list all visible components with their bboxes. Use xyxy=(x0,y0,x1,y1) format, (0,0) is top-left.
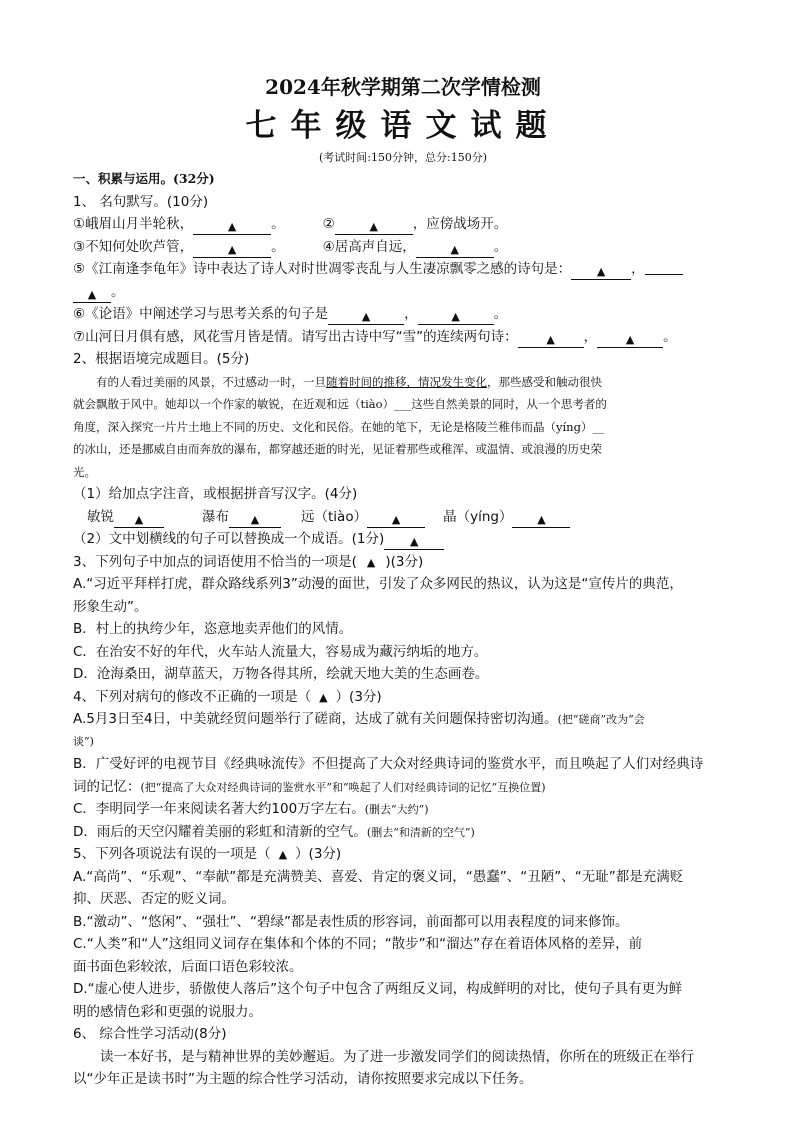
q4-option-b: B．广受好评的电视节目《经典咏流传》不但提高了大众对经典诗词的鉴赏水平，而且唤起了人们对经典诗 xyxy=(73,756,704,772)
word-tiao: 远（tiào） xyxy=(301,508,368,525)
answer-marker: ▲ xyxy=(366,555,376,569)
answer-blank[interactable]: ▲ xyxy=(367,512,425,528)
q2-passage-line-2: 就会飘散于风中。她却以一个作家的敏锐，在近观和远（tiào）___这些自然美景的同时，从一个思考者的 xyxy=(73,397,607,411)
q5-option-d: D.“虚心使人进步，骄傲使人落后”这个句子中包含了两组反义词，构成鲜明的对比，使句子具有更为鲜 xyxy=(73,981,683,997)
answer-blank[interactable]: ▲ xyxy=(328,309,404,325)
q1-item-2: ② xyxy=(322,216,335,232)
q2-passage-line-3: 角度，深入探究一片片土地上不同的历史、文化和民俗。在她的笔下，无论是格陵兰稚伟而晶（yíng）__ xyxy=(73,419,604,434)
answer-blank[interactable]: ▲ xyxy=(73,287,111,303)
q1-item-3-end: 。 xyxy=(271,238,285,255)
q5-option-c: C.“人类”和“人”这组同义词存在集体和个体的不同；“散步”和“溜达”存在着语体风格的差异，前 xyxy=(73,936,643,952)
word-pubu: 瀑布 xyxy=(202,508,229,525)
q1-item-3: ③不知何处吹芦管， xyxy=(73,238,194,255)
question-3-score: )(3分) xyxy=(385,553,424,570)
q4-option-c xyxy=(73,798,733,821)
q3-option-c: C．在治安不好的年代，火车站人流量大，容易成为藏污纳垢的地方。 xyxy=(73,643,488,660)
answer-blank[interactable]: ▲ xyxy=(597,332,663,348)
q5-option-b: B.“激动”、“悠闲”、“强壮”、“碧绿”都是表性质的形容词，前面都可以用表程度的词来修饰。 xyxy=(73,913,629,930)
q1-item-1-end: 。 xyxy=(271,216,285,232)
q2-passage-line-5: 光。 xyxy=(73,464,96,479)
q5-option-a: A.“高尚”、“乐观”、“奉献”都是充满赞美、喜爱、肯定的褒义词，“愚蠢”、“丑陋”、“无耻”都是充满贬 xyxy=(73,868,684,885)
q4-option-a xyxy=(73,708,733,731)
q3-option-a: A.“习近平拜样打虎，群众路线系列3”动漫的面世，引发了众多网民的热议，认为这是“宣传片的典范， xyxy=(73,576,683,592)
passage-text: ，那些感受和触动很快 xyxy=(487,374,602,389)
q1-item-7: ⑦山河日月俱有感，风花雪月皆是情。请写出古诗中写“雪”的连续两句诗： xyxy=(73,328,518,345)
q1-item-6-sep: ， xyxy=(404,306,418,322)
q1-item-7-sep: ， xyxy=(583,328,598,345)
q6-intro-line-2: 以“少年正是读书时”为主题的综合性学习活动，请你按照要求完成以下任务。 xyxy=(73,1071,533,1087)
exam-subject-title: 七年级语文试题 xyxy=(245,108,561,144)
q1-line-3 xyxy=(73,258,733,281)
q6-intro-line-1: 读一本好书，是与精神世界的美妙邂逅。为了进一步激发同学们的阅读热情，你所在的班级正在举行 xyxy=(100,1048,694,1065)
question-4-score: ）(3分) xyxy=(335,688,382,705)
question-2-title: 2、根据语境完成题目。(5分) xyxy=(73,351,250,367)
exam-title: 2024年秋学期第二次学情检测 xyxy=(265,75,541,99)
q4-option-b-note: (把“提高了大众对经典诗词的鉴赏水平”和“唤起了人们对经典诗词的记忆”互换位置) xyxy=(140,780,546,794)
answer-blank[interactable]: ▲ xyxy=(512,512,570,528)
answer-blank[interactable]: ▲ xyxy=(229,512,281,528)
q4-option-c-text: C．李明同学一年来阅读名著大约100万字左右。 xyxy=(73,801,365,817)
answer-marker: ▲ xyxy=(319,690,328,704)
question-1-title: 1、 名句默写。(10分) xyxy=(73,193,209,210)
q5-option-c-cont: 面书面色彩较浓，后面口语色彩较浓。 xyxy=(73,958,303,975)
q4-option-a-cont: 谈”) xyxy=(73,734,94,748)
q5-option-d-cont: 明的感情色彩和更强的说服力。 xyxy=(73,1003,262,1020)
answer-blank[interactable]: ▲ xyxy=(384,534,444,550)
passage-text: 有的人看过美丽的风景，不过感动一时，一旦 xyxy=(96,374,326,389)
answer-blank[interactable]: ▲ xyxy=(571,264,631,280)
underlined-sentence: 随着时间的推移，情况发生变化 xyxy=(326,374,487,389)
q1-item-6: ⑥《论语》中阐述学习与思考关系的句子是 xyxy=(73,306,329,322)
q1-line-5 xyxy=(73,303,733,326)
q2-subquestion-1: （1）给加点字注音，或根据拼音写汉字。(4分) xyxy=(73,486,358,502)
q1-item-6-end: 。 xyxy=(493,306,508,322)
q5-option-a-cont: 抑、厌恶、否定的贬义词。 xyxy=(73,891,235,907)
q1-item-1: ①峨眉山月半轮秋， xyxy=(73,216,194,232)
answer-blank[interactable]: ▲ xyxy=(416,242,494,258)
q1-item-7-end: 。 xyxy=(663,328,677,345)
q4-option-d-note: (删去“和清新的空气”) xyxy=(366,825,475,839)
q3-option-a-cont: 形象生动”。 xyxy=(73,598,148,615)
q1-line-6 xyxy=(73,326,733,349)
answer-blank[interactable]: ▲ xyxy=(114,512,164,528)
q4-option-a-note: (把“磋商”改为“会 xyxy=(557,713,645,726)
word-minrui: 敏锐 xyxy=(87,508,114,525)
answer-blank[interactable] xyxy=(645,259,683,275)
answer-blank[interactable]: ▲ xyxy=(518,332,584,348)
q4-option-b-text: 词的记忆： xyxy=(73,778,141,795)
q1-line-1 xyxy=(73,213,733,236)
question-5-title xyxy=(73,843,733,866)
q2-passage-line-4: 的冰山，还是挪威自由而奔放的瀑布，都穿越还逝的时光，见证着那些或稚浑、或温情、或浪漫的历史荣 xyxy=(73,442,602,456)
question-4-title xyxy=(73,686,733,709)
q1-item-5-sep: ， xyxy=(631,261,645,277)
q2-word-list xyxy=(73,506,733,529)
answer-blank[interactable]: ▲ xyxy=(193,242,271,258)
exam-info: (考试时间:150分钟，总分:150分) xyxy=(319,151,487,164)
question-4-text: 4、下列对病句的修改不正确的一项是（ xyxy=(73,688,312,705)
q2-passage-line-1 xyxy=(73,371,733,394)
word-ying: 晶（yíng） xyxy=(443,508,513,525)
q1-item-5: ⑤《江南逢李龟年》诗中表达了诗人对时世凋零丧乱与人生凄凉飘零之感的诗句是： xyxy=(73,261,572,277)
q1-line-4 xyxy=(73,281,733,304)
q3-option-b: B．村上的执绔少年，恣意地卖弄他们的风情。 xyxy=(73,621,353,637)
q4-option-d-text: D．雨后的天空闪耀着美丽的彩虹和清新的空气。 xyxy=(73,823,367,840)
q4-option-d xyxy=(73,821,733,844)
answer-blank[interactable]: ▲ xyxy=(335,219,413,235)
q4-option-b-cont xyxy=(73,776,733,799)
q2-subquestion-2 xyxy=(73,528,733,551)
question-3-title xyxy=(73,551,733,574)
question-5-score: ）(3分) xyxy=(295,846,342,862)
answer-blank[interactable]: ▲ xyxy=(418,309,494,325)
answer-blank[interactable]: ▲ xyxy=(193,219,271,235)
q1-item-2-end: ，应傍战场开。 xyxy=(412,216,508,232)
q1-item-4-end: 。 xyxy=(493,238,508,255)
question-3-text: 3、下列句子中加点的词语使用不恰当的一项是( xyxy=(73,553,357,570)
q1-item-4: ④居高声自远， xyxy=(322,238,416,255)
q4-option-a-text: A.5月3日至4日，中美就经贸问题举行了磋商，达成了就有关问题保持密切沟通。 xyxy=(73,711,558,727)
q4-option-c-note: (删去“大约”) xyxy=(364,803,429,816)
q1-item-5-end: 。 xyxy=(111,283,125,300)
question-5-text: 5、下列各项说法有误的一项是（ xyxy=(73,846,271,862)
q3-option-d: D．沧海桑田，湖草蓝天，万物各得其所，绘就天地大美的生态画卷。 xyxy=(73,666,489,682)
exam-page xyxy=(73,72,733,1091)
section-heading: 一、积累与运用。(32分) xyxy=(73,171,215,186)
q2-subquestion-2-text: （2）文中划横线的句子可以替换成一个成语。(1分) xyxy=(73,531,385,547)
question-6-title: 6、 综合性学习活动(8分) xyxy=(73,1026,227,1042)
q1-line-2 xyxy=(73,236,733,259)
answer-marker: ▲ xyxy=(278,848,288,861)
